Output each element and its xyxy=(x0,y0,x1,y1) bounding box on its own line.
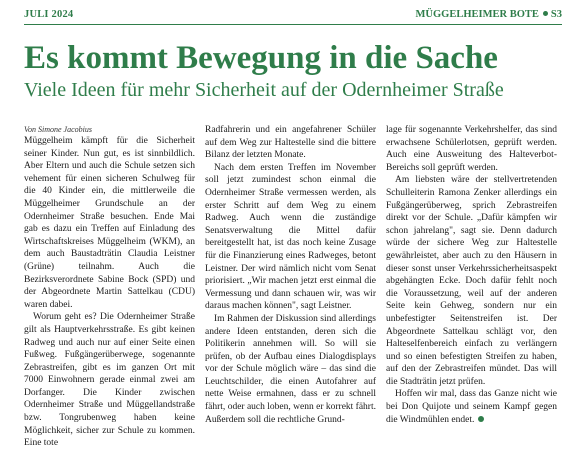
publication-name: MÜGGELHEIMER BOTE xyxy=(415,9,539,20)
page-number: S3 xyxy=(550,9,562,20)
paragraph-text: Hoffen wir mal, dass das Ganze nicht wie bei Don Quijote und seinem Kampf gegen die Windmühlen endet. xyxy=(386,389,557,425)
article-column-2 xyxy=(205,124,376,426)
paragraph: Am liebsten wäre der stellvertretenden Schulleiterin Ramona Zenker allerdings ein Fußgängerüberweg, sprich Zebrastreifen direkt vor der Schule. „Dafür kämpfen wir schon jahrelang", sagt sie. Denn dadurch würde der sichere Weg zur Haltestelle gewährleistet, aber auch zu den Häusern in dieser sonst unser Verkehrssicherheitsaspekt abgehängten Ecke. Doch dafür fehlt noch die Voraussetzung, weil auf der anderen Seite kein Gehweg, sondern nur ein unbefestigter Seitenstreifen ist. Der Abgeordnete Sattelkau schlägt vor, den Halteselfenbereich einfach zu verlängern und so einen befestigten Streifen zu haben, auf den der Zebrastreifen mündet. Das will die Stadträtin jetzt prüfen. xyxy=(386,175,557,387)
bullet-icon xyxy=(543,11,548,16)
publication-info xyxy=(416,9,562,20)
paragraph: Im Rahmen der Diskussion sind allerdings andere Ideen entstanden, deren sich die Politikerin annehmen will. So will sie prüfen, ob der Aufbau eines Dialogdisplays vor der Schule möglich wäre – das sind die Leuchtschilder, die einen Autofahrer auf nette Weise ermahnen, dass er zu schnell fährt, oder auch loben, wenn er korrekt fährt. Außerdem soll die rechtliche Grund- xyxy=(205,313,376,425)
paragraph: Radfahrerin und ein angefahrener Schüler auf dem Weg zur Haltestelle sind die bittere Bilanz der letzten Monate. xyxy=(205,125,376,161)
paragraph: Nach dem ersten Treffen im November soll jetzt zumindest schon einmal die Odernheimer Straße vermessen werden, als erster Schritt auf dem Weg zu einem Radweg. Auch wenn die zuständige Senatsverwaltung die Mittel dafür bereitgestellt hat, ist das noch keine Zusage für die Finanzierung eines Radweges, betont Leistner. Der wird nämlich nicht vom Senat priorisiert. „Wir machen jetzt erst einmal die Vermessung und dann schauen wir, was wir daraus machen können", sagt Leistner. xyxy=(205,162,376,312)
end-of-article-icon xyxy=(478,416,484,422)
article-byline: Von Simone Jacobius xyxy=(24,125,92,134)
page-header xyxy=(24,6,562,25)
paragraph: lage für sogenannte Verkehrshelfer, das sind erwachsene Schülerlotsen, geprüft werden. Auch eine Ausweitung des Halteverbot-Bereichs soll geprüft werden. xyxy=(386,125,557,173)
article-subheadline: Viele Ideen für mehr Sicherheit auf der Odernheimer Straße xyxy=(24,79,504,101)
article-column-3 xyxy=(386,124,557,426)
article-headline: Es kommt Bewegung in die Sache xyxy=(24,40,498,76)
paragraph: Worum geht es? Die Odernheimer Straße gilt als Hauptverkehrsstraße. Es gibt keinen Radweg und auch nur auf einer Seite einen Fußweg. Fußgängerüberwege, sogenannte Zebrastreifen, gibt es im ganzen Ort mit 7000 Einwohnern gerade einmal zwei am Dorfanger. Die Kinder zwischen Odernheimer Straße und Müggellandstraße bzw. Tongrubenweg haben keine Möglichkeit, sicher zur Schule zu kommen. Eine tote xyxy=(24,312,195,449)
article-column-1 xyxy=(24,135,195,450)
paragraph: Müggelheim kämpft für die Sicherheit seiner Kinder. Nun gut, es ist sinnbildlich. Aber Eltern und auch die Schule setzen sich vehement für einen sicheren Schulweg für die 40 Kinder ein, die mittlerweile die Müggelheimer Grundschule an der Odernheimer Straße besuchen. Ende Mai gab es dazu ein Treffen auf Einladung des Wirtschaftskreises Müggelheim (WKM), an dem auch Baustadträtin Claudia Leistner (Grüne) teilnahm. Auch die Bezirksverordnete Sabine Bock (SPD) und der Abgeordnete Martin Sattelkau (CDU) waren dabei. xyxy=(24,136,195,310)
issue-date: JULI 2024 xyxy=(24,9,74,20)
paragraph-last xyxy=(386,388,557,426)
